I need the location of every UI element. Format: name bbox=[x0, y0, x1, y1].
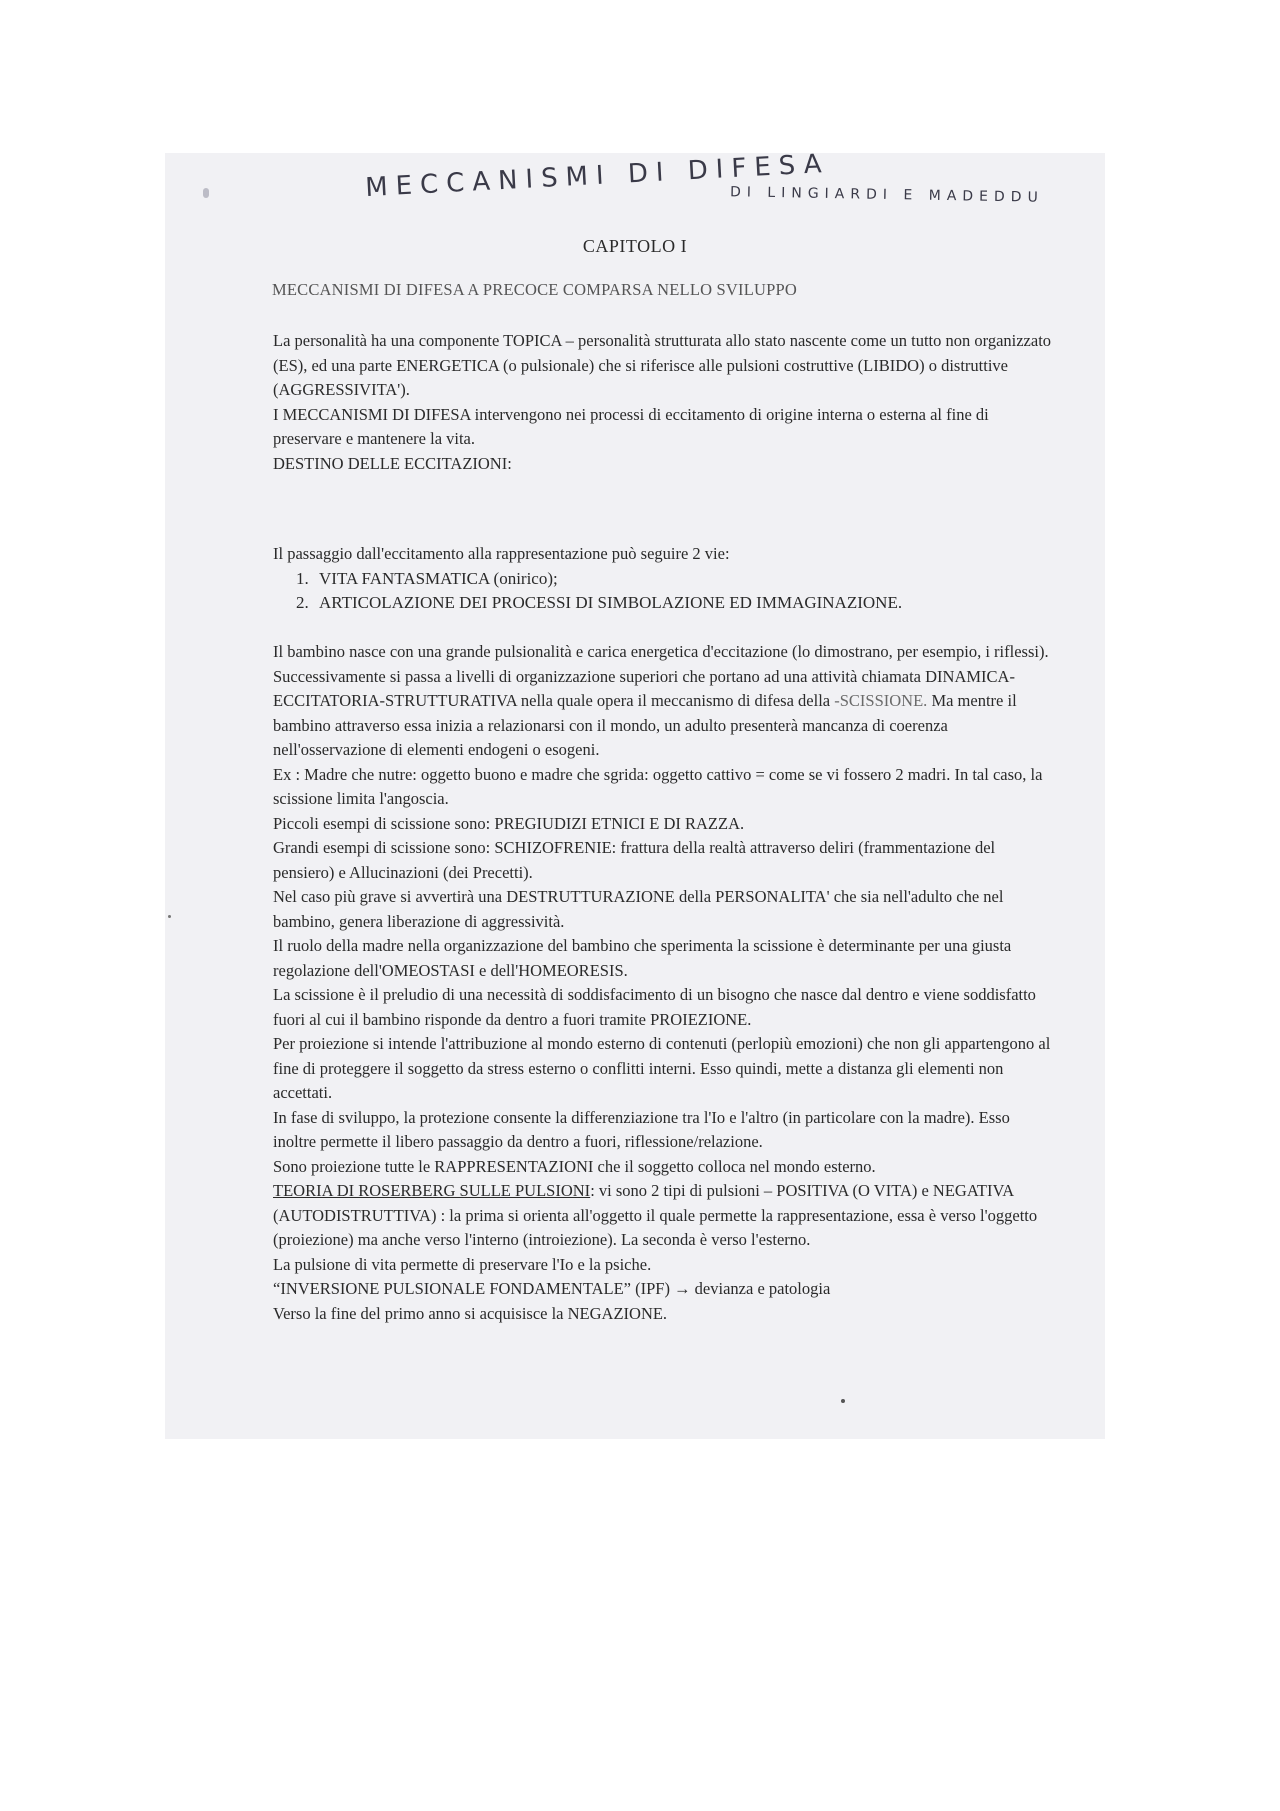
text-run: Successivamente si passa a livelli di organizzazione superiori che portano ad una attività chiamata DINAMICA-ECCITATORIA-STRUTTURATIVA nella quale opera il meccanismo di difesa della bbox=[273, 666, 1015, 710]
paragraph: Nel caso più grave si avvertirà una DESTRUTTURAZIONE della PERSONALITA' che sia nell'adulto che nel bambino, genera liberazione di aggressività. bbox=[273, 887, 1004, 931]
paragraph: “INVERSIONE PULSIONALE FONDAMENTALE” (IPF) → devianza e patologia bbox=[273, 1279, 831, 1298]
scanned-page bbox=[165, 148, 1105, 1439]
intro-block bbox=[273, 329, 1053, 476]
paragraph: La scissione è il preludio di una necessità di soddisfacimento di un bisogno che nasce dal dentro e viene soddisfatto fuori al cui il bambino risponde da dentro a fuori tramite PROIEZIONE. bbox=[273, 985, 1036, 1029]
text-run: Ma mentre il bambino attraverso essa inizia a relazionarsi con il mondo, un adulto presenterà mancanza di coerenza nell'osservazione di elementi endogeni o esogeni. bbox=[273, 691, 1017, 759]
paragraph: Ex : Madre che nutre: oggetto buono e madre che sgrida: oggetto cattivo = come se vi fossero 2 madri. In tal caso, la scissione limita l'angoscia. bbox=[273, 764, 1043, 808]
paragraph: Sono proiezione tutte le RAPPRESENTAZIONI che il soggetto colloca nel mondo esterno. bbox=[273, 1156, 876, 1176]
paragraph: La pulsione di vita permette di preservare l'Io e la psiche. bbox=[273, 1254, 652, 1274]
paragraph: Il bambino nasce con una grande pulsionalità e carica energetica d'eccitazione (lo dimostrano, per esempio, i riflessi). bbox=[273, 642, 1049, 661]
chapter-heading: CAPITOLO I bbox=[582, 236, 688, 256]
paragraph: In fase di sviluppo, la protezione consente la differenziazione tra l'Io e l'altro (in particolare con la madre). Esso inoltre permette il libero passaggio da dentro a fuori, riflessione/relazione. bbox=[273, 1107, 1010, 1151]
scan-speck bbox=[841, 1399, 845, 1403]
scan-speck bbox=[168, 915, 171, 918]
paragraph: Verso la fine del primo anno si acquisisce la NEGAZIONE. bbox=[273, 1303, 668, 1323]
passage-block bbox=[273, 542, 1053, 616]
theory-heading: TEORIA DI ROSERBERG SULLE PULSIONI bbox=[273, 1181, 591, 1200]
paragraph: Piccoli esempi di scissione sono: PREGIUDIZI ETNICI E DI RAZZA. bbox=[273, 813, 745, 833]
ways-list bbox=[273, 567, 1053, 616]
main-text-block bbox=[273, 640, 1053, 1326]
list-item: 2. ARTICOLAZIONE DEI PROCESSI DI SIMBOLAZIONE ED IMMAGINAZIONE. bbox=[313, 591, 1053, 616]
list-item: 1. VITA FANTASMATICA (onirico); bbox=[313, 567, 1053, 592]
handwritten-title: MECCANISMI DI DIFESA bbox=[364, 148, 831, 204]
section-title: MECCANISMI DI DIFESA A PRECOCE COMPARSA NELLO SVILUPPO bbox=[272, 280, 797, 299]
text-run: : vi sono 2 tipi di pulsioni – POSITIVA (O VITA) e NEGATIVA (AUTODISTRUTTIVA) : la prima si orienta all'oggetto il quale permette la rappresentazione, essa è verso l'oggetto (proiezione) ma anche verso l'interno (introiezione). La seconda è verso l'esterno. bbox=[273, 1181, 1038, 1249]
paragraph bbox=[273, 665, 1053, 763]
paragraph: Grandi esempi di scissione sono: SCHIZOFRENIE: frattura della realtà attraverso deliri (frammentazione del pensiero) e Allucinazioni (dei Precetti). bbox=[273, 838, 996, 882]
paragraph bbox=[273, 1179, 1053, 1253]
scissione-term: -SCISSIONE. bbox=[834, 691, 928, 710]
intro-paragraph: La personalità ha una componente TOPICA – personalità strutturata allo stato nascente come un tutto non organizzato (ES), ed una parte ENERGETICA (o pulsionale) che si riferisce alle pulsioni costruttive (LIBIDO) o distruttive (AGGRESSIVITA'). bbox=[273, 331, 1052, 399]
paragraph: Il ruolo della madre nella organizzazione del bambino che sperimenta la scissione è determinante per una giusta regolazione dell'OMEOSTASI e dell'HOMEORESIS. bbox=[273, 936, 1012, 980]
intro-paragraph: I MECCANISMI DI DIFESA intervengono nei processi di eccitamento di origine interna o esterna al fine di preservare e mantenere la vita. bbox=[273, 404, 989, 448]
handwritten-authors: DI LINGIARDI E MADEDDU bbox=[729, 184, 1044, 206]
paragraph: Per proiezione si intende l'attribuzione al mondo esterno di contenuti (perlopiù emozioni) che non gli appartengono al fine di proteggere il soggetto da stress esterno o conflitti interni. Esso quindi, mette a distanza gli elementi non accettati. bbox=[273, 1034, 1051, 1102]
passage-intro: Il passaggio dall'eccitamento alla rappresentazione può seguire 2 vie: bbox=[273, 544, 730, 563]
scan-speck bbox=[203, 188, 209, 198]
intro-paragraph: DESTINO DELLE ECCITAZIONI: bbox=[273, 453, 512, 473]
